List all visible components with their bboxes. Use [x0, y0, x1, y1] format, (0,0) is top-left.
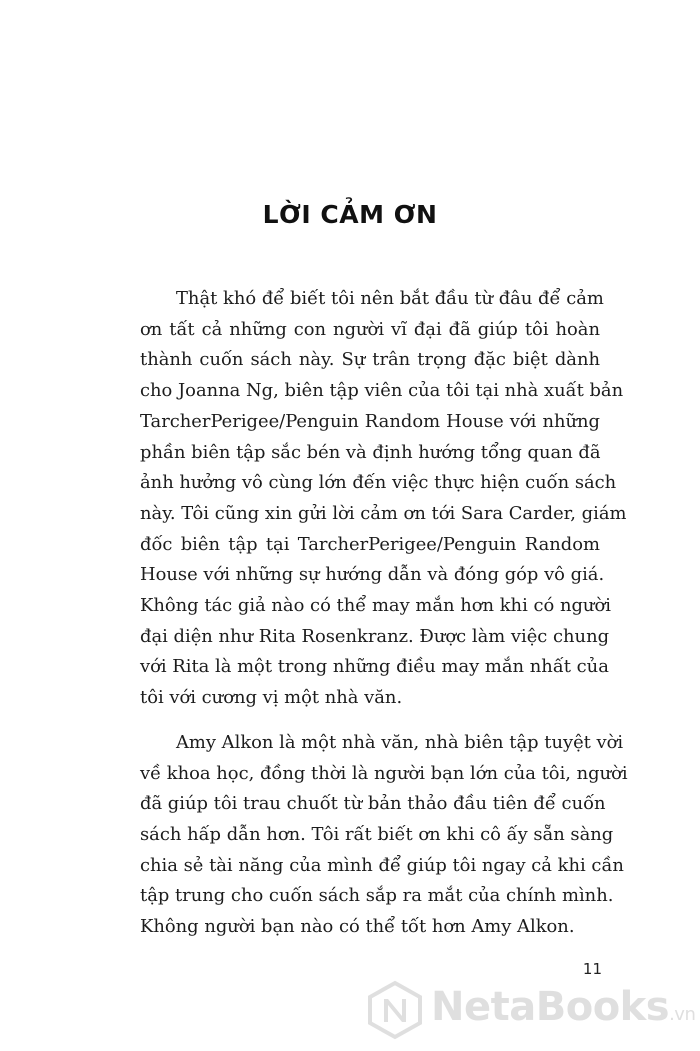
text-line: với Rita là một trong những điều may mắn nhất của	[140, 656, 609, 678]
text-line: sách hấp dẫn hơn. Tôi rất biết ơn khi cô ấy sẵn sàng	[140, 823, 614, 845]
body-text	[106, 284, 628, 957]
text-line: về khoa học, đồng thời là người bạn lớn của tôi, người	[140, 762, 628, 784]
text-line: đại diện như Rita Rosenkranz. Được làm việc chung	[140, 625, 610, 647]
page-number: 11	[582, 960, 602, 978]
text-line: ơn tất cả những con người vĩ đại đã giúp tôi hoàn	[140, 318, 600, 340]
text-line: Không tác giả nào có thể may mắn hơn khi có người	[140, 595, 611, 617]
watermark-tld: .vn	[669, 1004, 696, 1025]
text-line: tôi với cương vị một nhà văn.	[140, 687, 403, 709]
netabooks-logo-icon	[365, 980, 425, 1040]
text-line: ảnh hưởng vô cùng lớn đến việc thực hiện cuốn sách	[140, 472, 617, 494]
text-line: đốc biên tập tại TarcherPerigee/Penguin Random	[140, 533, 600, 555]
paragraph-1	[106, 284, 627, 714]
watermark-brand	[431, 984, 695, 1030]
text-line: Thật khó để biết tôi nên bắt đầu từ đâu để cảm	[176, 288, 604, 309]
paragraph-2	[106, 728, 628, 943]
text-line: chia sẻ tài năng của mình để giúp tôi ngay cả khi cần	[140, 854, 624, 876]
text-line: TarcherPerigee/Penguin Random House với những	[140, 410, 600, 432]
text-line: tập trung cho cuốn sách sắp ra mắt của chính mình.	[140, 885, 614, 907]
text-line: House với những sự hướng dẫn và đóng góp vô giá.	[140, 564, 605, 586]
text-line: phần biên tập sắc bén và định hướng tổng quan đã	[140, 441, 601, 463]
text-line: cho Joanna Ng, biên tập viên của tôi tại nhà xuất bản	[140, 380, 624, 402]
text-line: Không người bạn nào có thể tốt hơn Amy Alkon.	[140, 916, 575, 938]
text-line: Amy Alkon là một nhà văn, nhà biên tập tuyệt vời	[176, 731, 624, 753]
watermark	[365, 980, 695, 1044]
page-title: LỜI CẢM ƠN	[262, 200, 438, 229]
text-line: đã giúp tôi trau chuốt từ bản thảo đầu tiên để cuốn	[140, 793, 606, 815]
text-line: này. Tôi cũng xin gửi lời cảm ơn tới Sara Carder, giám	[140, 502, 627, 524]
watermark-brand-name: NetaBooks	[431, 984, 670, 1030]
text-line: thành cuốn sách này. Sự trân trọng đặc biệt dành	[140, 349, 600, 371]
